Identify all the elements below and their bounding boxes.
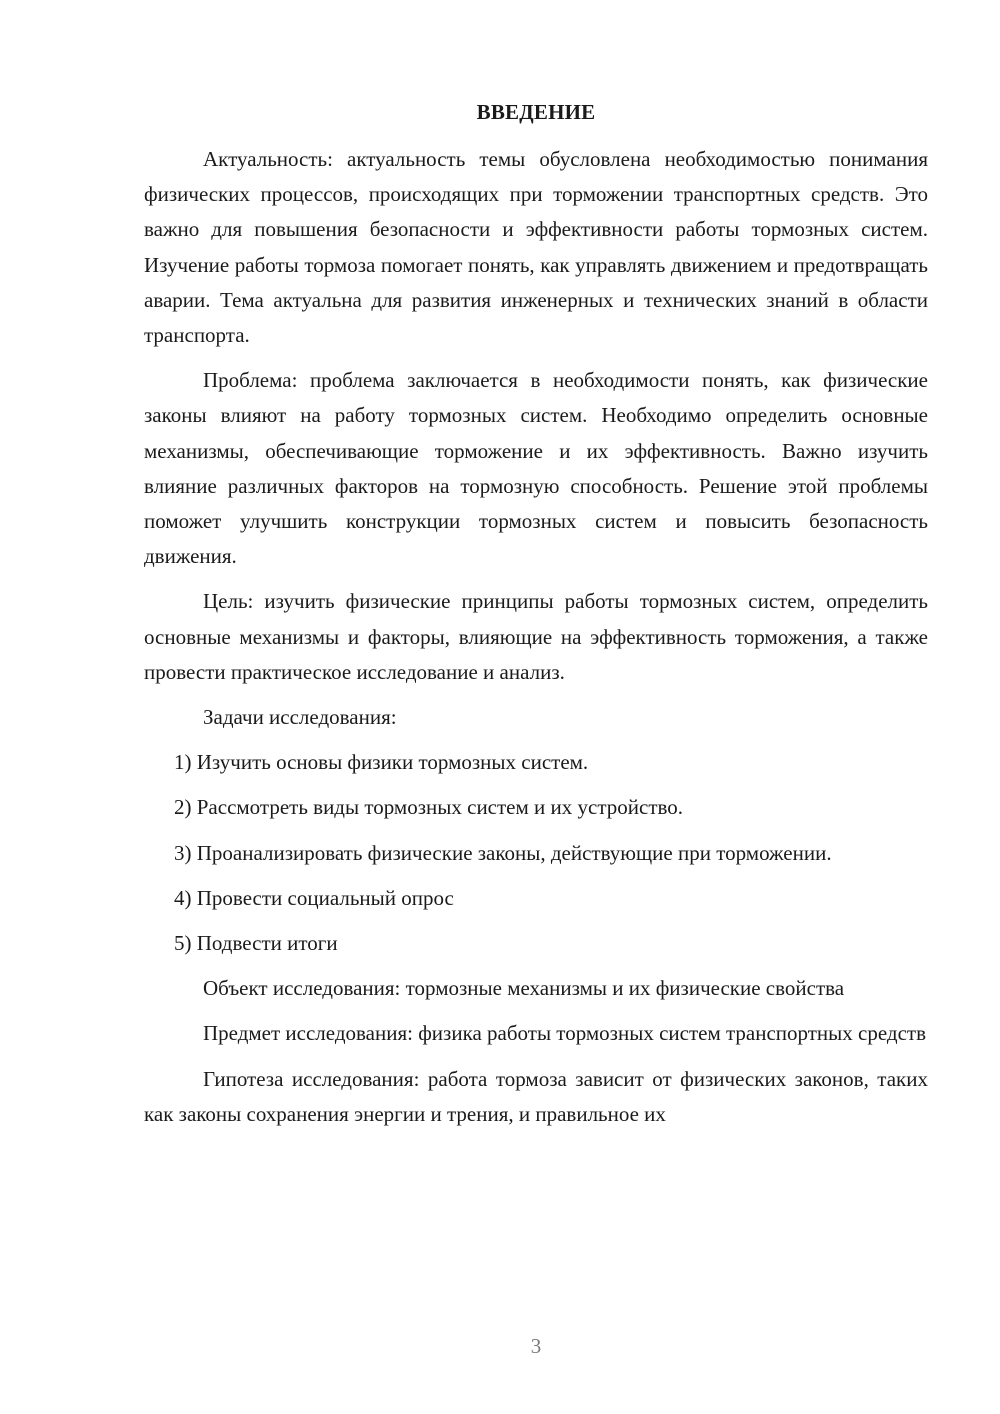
paragraph-goal: Цель: изучить физические принципы работы тормозных систем, определить основные механизмы и факторы, влияющие на эффективность торможения, а также провести практическое исследование и анализ. bbox=[144, 589, 928, 684]
task-item: 2) Рассмотреть виды тормозных систем и их устройство. bbox=[174, 795, 684, 820]
tasks-heading: Задачи исследования: bbox=[203, 705, 397, 730]
task-item: 3) Проанализировать физические законы, действующие при торможении. bbox=[174, 840, 832, 865]
paragraph-subject: Предмет исследования: физика работы тормозных систем транспортных средств bbox=[203, 1021, 926, 1046]
paragraph-hypothesis: Гипотеза исследования: работа тормоза зависит от физических законов, таких как законы сохранения энергии и трения, и правильное их bbox=[144, 1066, 928, 1126]
paragraph-problem: Проблема: проблема заключается в необходимости понять, как физические законы влияют на работу тормозных систем. Необходимо определить основные механизмы, обеспечивающие торможение и их эффективность. Важно изучить влияние различных факторов на тормозную способность. Решение этой проблемы поможет улучшить конструкции тормозных систем и повысить безопасность движения. bbox=[144, 368, 928, 569]
task-item: 4) Провести социальный опрос bbox=[174, 885, 454, 910]
task-item: 5) Подвести итоги bbox=[174, 931, 338, 956]
document-body bbox=[144, 142, 928, 1132]
paragraph-object: Объект исследования: тормозные механизмы и их физические свойства bbox=[203, 976, 845, 1001]
page-title: ВВЕДЕНИЕ bbox=[476, 100, 596, 124]
page-number: 3 bbox=[530, 1334, 542, 1358]
paragraph-relevance: Актуальность: актуальность темы обусловлена необходимостью понимания физических процессов, происходящих при торможении транспортных средств. Это важно для повышения безопасности и эффективности работы тормозных систем. Изучение работы тормоза помогает понять, как управлять движением и предотвращать аварии. Тема актуальна для развития инженерных и технических знаний в области транспорта. bbox=[144, 147, 928, 348]
task-item: 1) Изучить основы физики тормозных систем. bbox=[174, 750, 589, 775]
